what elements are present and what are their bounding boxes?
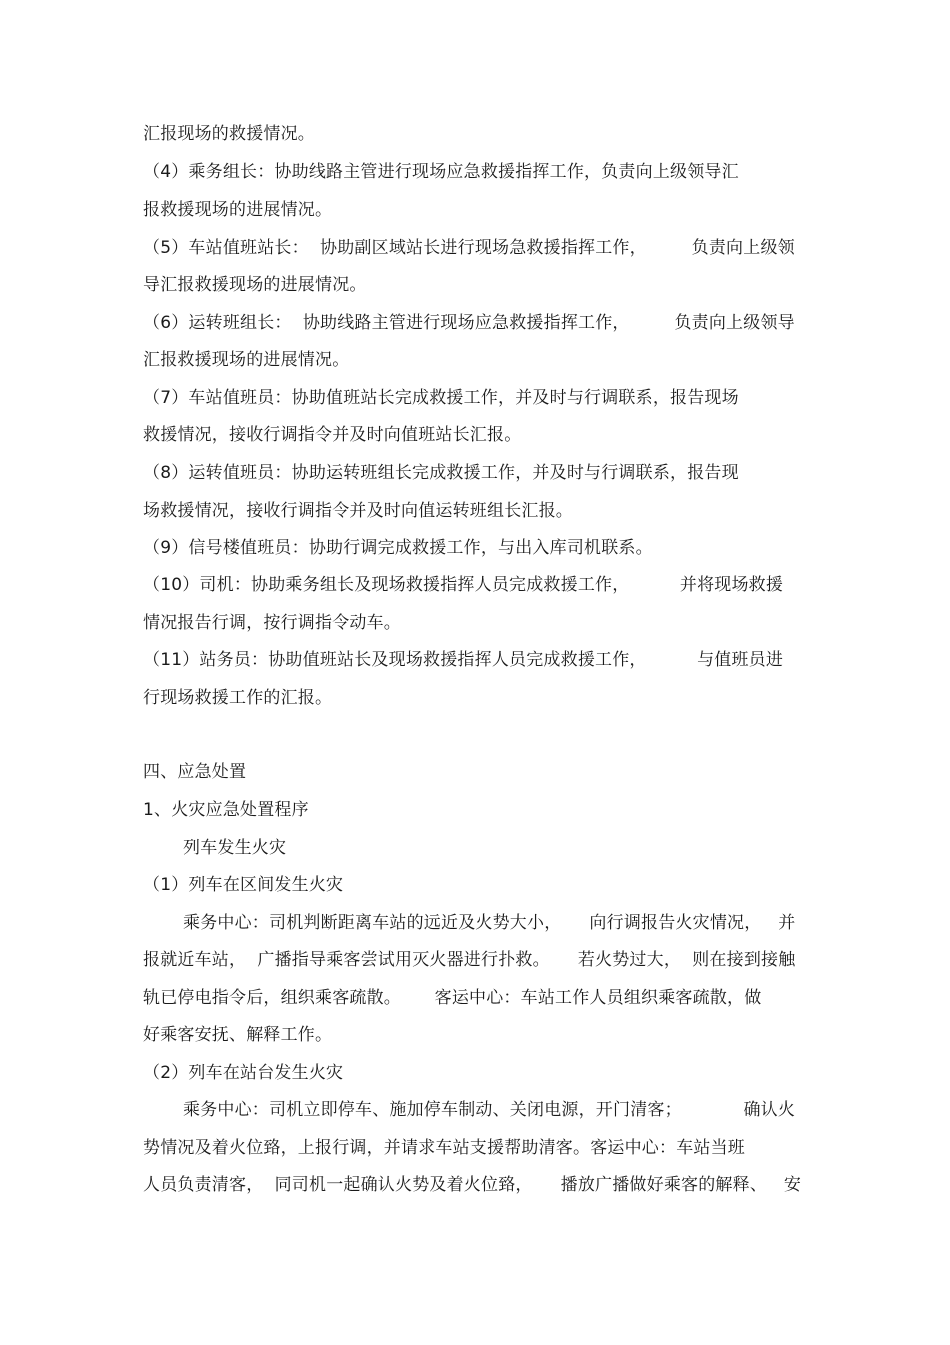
text-line: 人员负责清客， 同司机一起确认火势及着火位臵， 播放广播做好乘客的解释、 安 — [143, 1175, 802, 1195]
text-line: （7）车站值班员：协助值班站长完成救援工作，并及时与行调联系，报告现场 — [143, 388, 739, 408]
text-line: 救援情况，接收行调指令并及时向值班站长汇报。 — [143, 425, 522, 445]
text-line: 汇报救援现场的进展情况。 — [143, 350, 350, 370]
text-line: 乘务中心：司机立即停车、施加停车制动、关闭电源，开门清客； 确认火 — [183, 1100, 796, 1120]
text-line: 情况报告行调，按行调指令动车。 — [143, 613, 401, 633]
text-line: 轨已停电指令后，组织乘客疏散。 客运中心：车站工作人员组织乘客疏散，做 — [143, 988, 762, 1008]
text-line: 报救援现场的进展情况。 — [143, 200, 333, 220]
text-line: 汇报现场的救援情况。 — [143, 124, 315, 144]
text-line: （6）运转班组长： 协助线路主管进行现场应急救援指挥工作， 负责向上级领导 — [143, 313, 795, 333]
text-line: 好乘客安抚、解释工作。 — [143, 1025, 333, 1045]
text-line: 势情况及着火位臵，上报行调，并请求车站支援帮助清客。客运中心：车站当班 — [143, 1138, 745, 1158]
text-line: （5）车站值班站长： 协助副区域站长进行现场急救援指挥工作， 负责向上级领 — [143, 238, 795, 258]
topic-heading: 列车发生火灾 — [183, 838, 287, 858]
text-line: （9）信号楼值班员：协助行调完成救援工作，与出入库司机联系。 — [143, 538, 653, 558]
item-heading: （2）列车在站台发生火灾 — [143, 1063, 344, 1083]
text-line: 导汇报救援现场的进展情况。 — [143, 275, 367, 295]
section-heading: 四、应急处置 — [143, 762, 247, 782]
text-line: 场救援情况，接收行调指令并及时向值运转班组长汇报。 — [143, 501, 573, 521]
text-line: （4）乘务组长：协助线路主管进行现场应急救援指挥工作，负责向上级领导汇 — [143, 162, 739, 182]
text-line: （10）司机：协助乘务组长及现场救援指挥人员完成救援工作， 并将现场救援 — [143, 575, 784, 595]
text-line: （8）运转值班员：协助运转班组长完成救援工作，并及时与行调联系，报告现 — [143, 463, 739, 483]
text-line: （11）站务员：协助值班站长及现场救援指挥人员完成救援工作， 与值班员进 — [143, 650, 784, 670]
text-line: 行现场救援工作的汇报。 — [143, 688, 333, 708]
text-line: 乘务中心：司机判断距离车站的远近及火势大小， 向行调报告火灾情况， 并 — [183, 913, 796, 933]
text-line: 报就近车站， 广播指导乘客尝试用灭火器进行扑救。 若火势过大， 则在接到接触 — [143, 950, 796, 970]
item-heading: （1）列车在区间发生火灾 — [143, 875, 344, 895]
subsection-heading: 1、火灾应急处置程序 — [143, 800, 309, 820]
